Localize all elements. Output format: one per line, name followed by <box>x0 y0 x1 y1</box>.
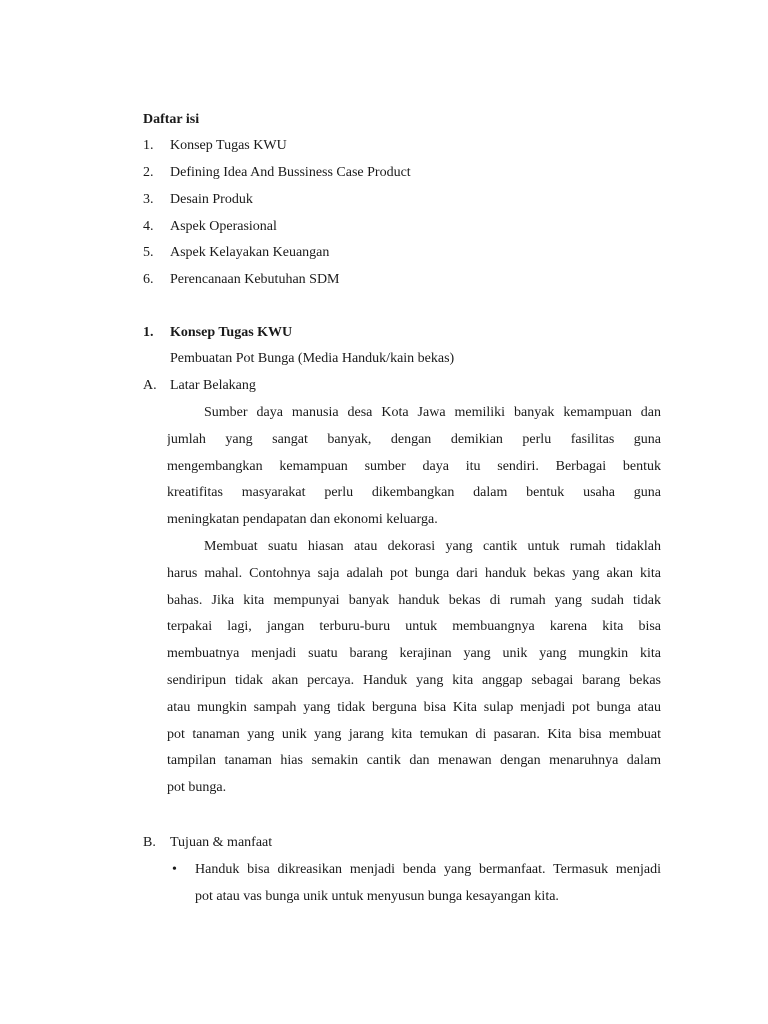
subsection-title: Latar Belakang <box>170 378 256 393</box>
toc-item-label: Aspek Operasional <box>170 219 277 234</box>
paragraph-line: kreatifitas masyarakat perlu dikembangkan dalam bentuk usaha guna <box>167 485 661 501</box>
subsection-letter: A. <box>143 378 157 393</box>
paragraph-line: jumlah yang sangat banyak, dengan demikian perlu fasilitas guna <box>167 431 661 447</box>
section-title: Konsep Tugas KWU <box>170 325 293 340</box>
toc-title: Daftar isi <box>143 112 200 127</box>
toc-item-label: Perencanaan Kebutuhan SDM <box>170 272 340 287</box>
toc-item-number: 1. <box>143 138 154 153</box>
paragraph-line: terpakai lagi, jangan terburu-buru untuk membuangnya karena kita bisa <box>167 619 661 635</box>
paragraph-line: bahas. Jika kita mempunyai banyak handuk bekas di rumah yang sudah tidak <box>167 592 661 608</box>
toc-item-number: 6. <box>143 272 154 287</box>
paragraph-line: pot atau vas bunga unik untuk menyusun bunga kesayangan kita. <box>195 888 559 904</box>
paragraph-line: meningkatan pendapatan dan ekonomi keluarga. <box>167 512 438 528</box>
paragraph-line: atau mungkin sampah yang tidak berguna bisa Kita sulap menjadi pot bunga atau <box>167 699 661 715</box>
paragraph-line: Membuat suatu hiasan atau dekorasi yang cantik untuk rumah tidaklah <box>204 539 661 554</box>
toc-item-label: Aspek Kelayakan Keuangan <box>170 245 330 260</box>
section-number: 1. <box>143 325 154 340</box>
toc-item-number: 5. <box>143 245 154 260</box>
paragraph <box>167 534 661 802</box>
paragraph-line: tampilan tanaman hias semakin cantik dan menawan dengan menaruhnya dalam <box>167 753 661 769</box>
paragraph-line: membuatnya menjadi suatu barang kerajinan yang unik yang mungkin kita <box>167 646 661 662</box>
toc-item-number: 4. <box>143 219 154 234</box>
toc-item-number: 3. <box>143 192 154 207</box>
section-subtitle: Pembuatan Pot Bunga (Media Handuk/kain bekas) <box>170 351 455 366</box>
paragraph-line: pot tanaman yang unik yang jarang kita temukan di pasaran. Kita bisa membuat <box>167 726 661 742</box>
toc-item-label: Defining Idea And Bussiness Case Product <box>170 165 411 180</box>
subsection-letter: B. <box>143 835 156 850</box>
subsection-title: Tujuan & manfaat <box>170 835 273 850</box>
paragraph-line: Sumber daya manusia desa Kota Jawa memiliki banyak kemampuan dan <box>204 405 661 420</box>
paragraph-line: Handuk bisa dikreasikan menjadi benda yang bermanfaat. Termasuk menjadi <box>195 862 661 877</box>
toc-item-number: 2. <box>143 165 154 180</box>
paragraph-line: mengembangkan kemampuan sumber daya itu sendiri. Berbagai bentuk <box>167 458 661 474</box>
bullet-icon: • <box>172 862 177 877</box>
toc-item-label: Konsep Tugas KWU <box>170 138 287 153</box>
toc-item-label: Desain Produk <box>170 192 253 207</box>
paragraph-line: harus mahal. Contohnya saja adalah pot bunga dari handuk bekas yang akan kita <box>167 565 661 581</box>
bullet-item <box>195 857 661 910</box>
paragraph-line: pot bunga. <box>167 780 227 796</box>
paragraph <box>167 400 661 534</box>
paragraph-line: sendiripun tidak akan percaya. Handuk yang kita anggap sebagai barang bekas <box>167 672 661 688</box>
